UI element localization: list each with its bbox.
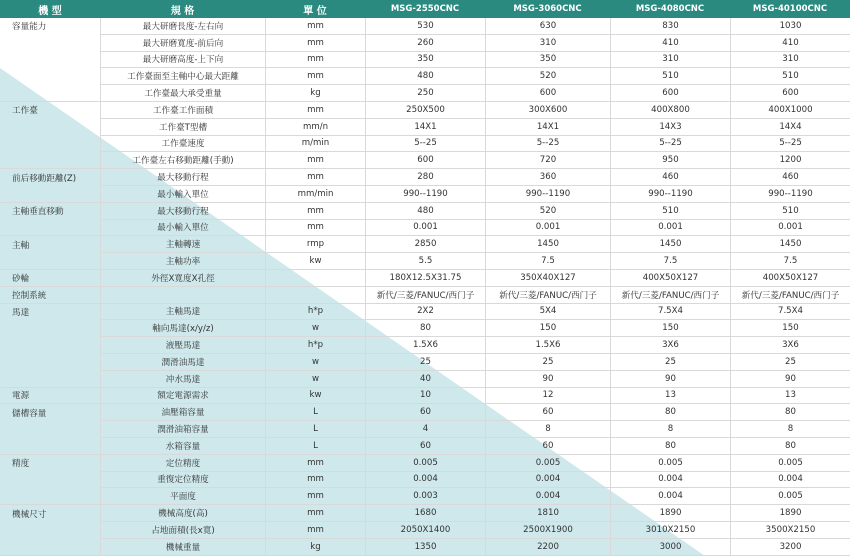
row-value-2: 350X40X127 [485, 270, 610, 287]
row-value-2: 630 [485, 18, 610, 35]
row-spec: 潤滑油箱容量 [100, 421, 265, 438]
row-unit [265, 287, 365, 304]
row-category [0, 85, 100, 102]
row-value-4: 7.5 [730, 253, 850, 270]
row-unit: L [265, 438, 365, 455]
row-category: 精度 [12, 459, 30, 470]
row-value-4: 8 [730, 421, 850, 438]
row-value-1: 2850 [365, 236, 485, 253]
row-spec: 液壓馬達 [100, 337, 265, 354]
row-value-1: 180X12.5X31.75 [365, 270, 485, 287]
row-unit: kw [265, 253, 365, 270]
row-spec: 機械高度(高) [100, 505, 265, 522]
row-spec: 機械重量 [100, 539, 265, 556]
row-value-4: 1030 [730, 18, 850, 35]
row-spec: 冲水馬達 [100, 371, 265, 388]
row-value-2: 350 [485, 52, 610, 69]
row-value-2: 5X4 [485, 304, 610, 321]
row-unit: w [265, 320, 365, 337]
row-value-4: 13 [730, 388, 850, 405]
row-value-1: 0.004 [365, 472, 485, 489]
header-model-2: MSG-3060CNC [485, 0, 611, 18]
row-spec: 軸向馬達(x/y/z) [100, 320, 265, 337]
row-value-1: 60 [365, 404, 485, 421]
row-spec: 工作臺左右移動距離(手動) [100, 152, 265, 169]
row-value-4: 0.005 [730, 455, 850, 472]
row-value-2: 360 [485, 169, 610, 186]
row-value-2: 1450 [485, 236, 610, 253]
row-value-1: 1.5X6 [365, 337, 485, 354]
row-value-3: 1890 [610, 505, 730, 522]
row-value-4: 1890 [730, 505, 850, 522]
row-unit: mm [265, 203, 365, 220]
row-value-2: 1.5X6 [485, 337, 610, 354]
header-model-4: MSG-40100CNC [730, 0, 850, 18]
row-category: 工作臺 [12, 106, 38, 117]
row-unit: mm [265, 472, 365, 489]
row-value-1: 2X2 [365, 304, 485, 321]
row-value-1: 530 [365, 18, 485, 35]
row-spec: 最大移動行程 [100, 203, 265, 220]
row-value-3: 新代/三菱/FANUC/西门子 [610, 287, 730, 304]
row-value-4: 1450 [730, 236, 850, 253]
row-value-2: 520 [485, 68, 610, 85]
row-value-3: 830 [610, 18, 730, 35]
row-value-3: 0.004 [610, 488, 730, 505]
row-value-4: 0.005 [730, 488, 850, 505]
row-spec: 水箱容量 [100, 438, 265, 455]
row-value-1: 2050X1400 [365, 522, 485, 539]
row-value-4: 新代/三菱/FANUC/西门子 [730, 287, 850, 304]
row-category [0, 52, 100, 69]
row-unit: mm/n [265, 119, 365, 136]
row-value-1: 280 [365, 169, 485, 186]
header-model: 機 型 [0, 0, 101, 18]
row-unit: mm [265, 68, 365, 85]
row-value-4: 3X6 [730, 337, 850, 354]
row-category [0, 421, 100, 438]
row-spec: 工作臺最大承受重量 [100, 85, 265, 102]
row-category: 電源 [0, 388, 100, 405]
row-value-4: 3500X2150 [730, 522, 850, 539]
row-value-1: 990--1190 [365, 186, 485, 203]
row-category: 儲槽容量 [12, 408, 47, 419]
row-value-2: 300X600 [485, 102, 610, 119]
row-value-2: 8 [485, 421, 610, 438]
row-value-3: 600 [610, 85, 730, 102]
row-value-2: 2500X1900 [485, 522, 610, 539]
row-category [0, 35, 100, 52]
row-value-4: 80 [730, 438, 850, 455]
row-value-2: 520 [485, 203, 610, 220]
row-value-3: 80 [610, 438, 730, 455]
row-value-4: 7.5X4 [730, 304, 850, 321]
row-value-1: 25 [365, 354, 485, 371]
row-value-4: 410 [730, 35, 850, 52]
row-value-2: 1810 [485, 505, 610, 522]
row-spec: 最大移動行程 [100, 169, 265, 186]
row-category: 馬達 [12, 307, 30, 318]
row-value-2: 90 [485, 371, 610, 388]
row-unit: h*p [265, 304, 365, 321]
row-value-3: 1450 [610, 236, 730, 253]
row-value-3: 5--25 [610, 136, 730, 153]
row-value-1: 600 [365, 152, 485, 169]
row-value-4: 400X50X127 [730, 270, 850, 287]
row-value-4: 1200 [730, 152, 850, 169]
row-value-4: 310 [730, 52, 850, 69]
row-spec: 最大研磨寬度-前后向 [100, 35, 265, 52]
row-unit: kw [265, 388, 365, 405]
row-value-3: 0.005 [610, 455, 730, 472]
row-unit: w [265, 371, 365, 388]
row-unit: mm [265, 455, 365, 472]
row-spec: 占地面積(長x寬) [100, 522, 265, 539]
row-value-2: 新代/三菱/FANUC/西门子 [485, 287, 610, 304]
row-category [0, 337, 100, 354]
row-category [0, 220, 100, 237]
row-unit: mm [265, 505, 365, 522]
row-unit: w [265, 354, 365, 371]
row-value-2: 150 [485, 320, 610, 337]
row-spec: 主軸馬達 [100, 304, 265, 321]
row-value-3: 13 [610, 388, 730, 405]
row-category [0, 472, 100, 489]
row-unit: kg [265, 539, 365, 556]
row-value-1: 0.001 [365, 220, 485, 237]
row-value-2: 0.001 [485, 220, 610, 237]
header-model-1: MSG-2550CNC [365, 0, 486, 18]
row-spec: 定位精度 [100, 455, 265, 472]
row-unit: mm [265, 18, 365, 35]
row-value-1: 480 [365, 68, 485, 85]
row-value-1: 260 [365, 35, 485, 52]
row-value-1: 0.003 [365, 488, 485, 505]
row-value-4: 0.001 [730, 220, 850, 237]
row-value-3: 7.5 [610, 253, 730, 270]
row-spec: 主軸轉速 [100, 236, 265, 253]
row-value-4: 25 [730, 354, 850, 371]
row-spec: 最大研磨長度-左右向 [100, 18, 265, 35]
row-value-4: 90 [730, 371, 850, 388]
row-value-3: 90 [610, 371, 730, 388]
row-value-1: 1680 [365, 505, 485, 522]
row-value-2: 310 [485, 35, 610, 52]
row-value-3: 7.5X4 [610, 304, 730, 321]
row-category [0, 371, 100, 388]
row-category: 前后移動距離(Z) [12, 173, 77, 184]
row-value-2: 5--25 [485, 136, 610, 153]
row-spec: 最小輸入單位 [100, 186, 265, 203]
row-unit: mm [265, 102, 365, 119]
row-spec: 工作臺工作面積 [100, 102, 265, 119]
row-value-1: 1350 [365, 539, 485, 556]
row-category [0, 136, 100, 153]
row-value-1: 新代/三菱/FANUC/西门子 [365, 287, 485, 304]
row-unit [265, 270, 365, 287]
row-value-3: 3000 [610, 539, 730, 556]
row-unit: mm [265, 220, 365, 237]
row-category [0, 320, 100, 337]
row-unit: mm [265, 522, 365, 539]
row-category [0, 68, 100, 85]
row-spec: 最小輸入單位 [100, 220, 265, 237]
row-value-1: 350 [365, 52, 485, 69]
row-unit: mm [265, 152, 365, 169]
row-value-4: 5--25 [730, 136, 850, 153]
row-category [0, 186, 100, 203]
row-value-1: 5.5 [365, 253, 485, 270]
row-value-1: 5--25 [365, 136, 485, 153]
row-value-2: 720 [485, 152, 610, 169]
row-unit: mm [265, 52, 365, 69]
header-spec: 規 格 [100, 0, 266, 18]
row-value-4: 400X1000 [730, 102, 850, 119]
row-value-3: 400X50X127 [610, 270, 730, 287]
row-value-2: 0.005 [485, 455, 610, 472]
row-value-4: 3200 [730, 539, 850, 556]
row-category: 機械尺寸 [12, 509, 47, 520]
row-spec: 油壓箱容量 [100, 404, 265, 421]
row-value-3: 410 [610, 35, 730, 52]
row-category: 砂輪 [0, 270, 100, 287]
row-category [0, 253, 100, 270]
row-spec: 最大研磨高度-上下向 [100, 52, 265, 69]
row-value-4: 510 [730, 68, 850, 85]
row-spec: 工作臺速度 [100, 136, 265, 153]
row-value-3: 3010X2150 [610, 522, 730, 539]
row-category: 控制系統 [0, 287, 100, 304]
header-unit: 單 位 [265, 0, 366, 18]
row-value-3: 400X800 [610, 102, 730, 119]
row-value-2: 0.004 [485, 472, 610, 489]
row-unit: L [265, 421, 365, 438]
row-value-1: 250 [365, 85, 485, 102]
row-value-4: 460 [730, 169, 850, 186]
row-spec: 工作臺T型槽 [100, 119, 265, 136]
row-value-4: 990--1190 [730, 186, 850, 203]
row-value-4: 510 [730, 203, 850, 220]
row-value-2: 60 [485, 438, 610, 455]
row-unit: L [265, 404, 365, 421]
row-value-4: 0.004 [730, 472, 850, 489]
row-category [0, 539, 100, 556]
row-value-3: 0.004 [610, 472, 730, 489]
row-value-3: 990--1190 [610, 186, 730, 203]
row-unit: m/min [265, 136, 365, 153]
row-spec: 工作臺面至主軸中心最大距離 [100, 68, 265, 85]
row-unit: rmp [265, 236, 365, 253]
row-unit: mm [265, 35, 365, 52]
row-unit: h*p [265, 337, 365, 354]
row-value-4: 80 [730, 404, 850, 421]
row-spec [100, 287, 265, 304]
row-value-2: 2200 [485, 539, 610, 556]
header-model-3: MSG-4080CNC [610, 0, 731, 18]
row-category: 主軸 [12, 240, 30, 251]
row-value-3: 8 [610, 421, 730, 438]
row-value-1: 4 [365, 421, 485, 438]
row-category [0, 354, 100, 371]
row-spec: 額定電源需求 [100, 388, 265, 405]
row-unit: mm [265, 488, 365, 505]
row-value-3: 0.001 [610, 220, 730, 237]
row-value-2: 25 [485, 354, 610, 371]
row-value-1: 250X500 [365, 102, 485, 119]
row-category [0, 438, 100, 455]
row-value-3: 80 [610, 404, 730, 421]
row-value-3: 510 [610, 203, 730, 220]
row-unit: mm/min [265, 186, 365, 203]
row-value-3: 460 [610, 169, 730, 186]
row-value-1: 14X1 [365, 119, 485, 136]
row-category: 容量能力 [12, 22, 47, 33]
row-value-4: 14X4 [730, 119, 850, 136]
row-spec: 主軸功率 [100, 253, 265, 270]
row-unit: mm [265, 169, 365, 186]
row-value-3: 510 [610, 68, 730, 85]
row-value-1: 480 [365, 203, 485, 220]
row-value-1: 0.005 [365, 455, 485, 472]
row-value-4: 150 [730, 320, 850, 337]
row-value-1: 60 [365, 438, 485, 455]
row-value-3: 310 [610, 52, 730, 69]
row-value-1: 80 [365, 320, 485, 337]
row-spec: 平面度 [100, 488, 265, 505]
row-spec: 潤滑油馬達 [100, 354, 265, 371]
row-value-1: 10 [365, 388, 485, 405]
row-value-3: 14X3 [610, 119, 730, 136]
row-category [0, 152, 100, 169]
row-value-1: 40 [365, 371, 485, 388]
row-value-3: 150 [610, 320, 730, 337]
row-category: 主軸垂直移動 [12, 207, 64, 218]
row-value-4: 600 [730, 85, 850, 102]
row-value-2: 600 [485, 85, 610, 102]
row-value-2: 0.004 [485, 488, 610, 505]
row-value-2: 12 [485, 388, 610, 405]
row-value-2: 990--1190 [485, 186, 610, 203]
row-value-3: 25 [610, 354, 730, 371]
row-category [0, 119, 100, 136]
row-value-3: 3X6 [610, 337, 730, 354]
row-value-2: 7.5 [485, 253, 610, 270]
row-spec: 重復定位精度 [100, 472, 265, 489]
row-spec: 外徑X寬度X孔徑 [100, 270, 265, 287]
row-value-2: 60 [485, 404, 610, 421]
row-category [0, 488, 100, 505]
row-unit: kg [265, 85, 365, 102]
row-category [0, 522, 100, 539]
row-value-3: 950 [610, 152, 730, 169]
row-value-2: 14X1 [485, 119, 610, 136]
